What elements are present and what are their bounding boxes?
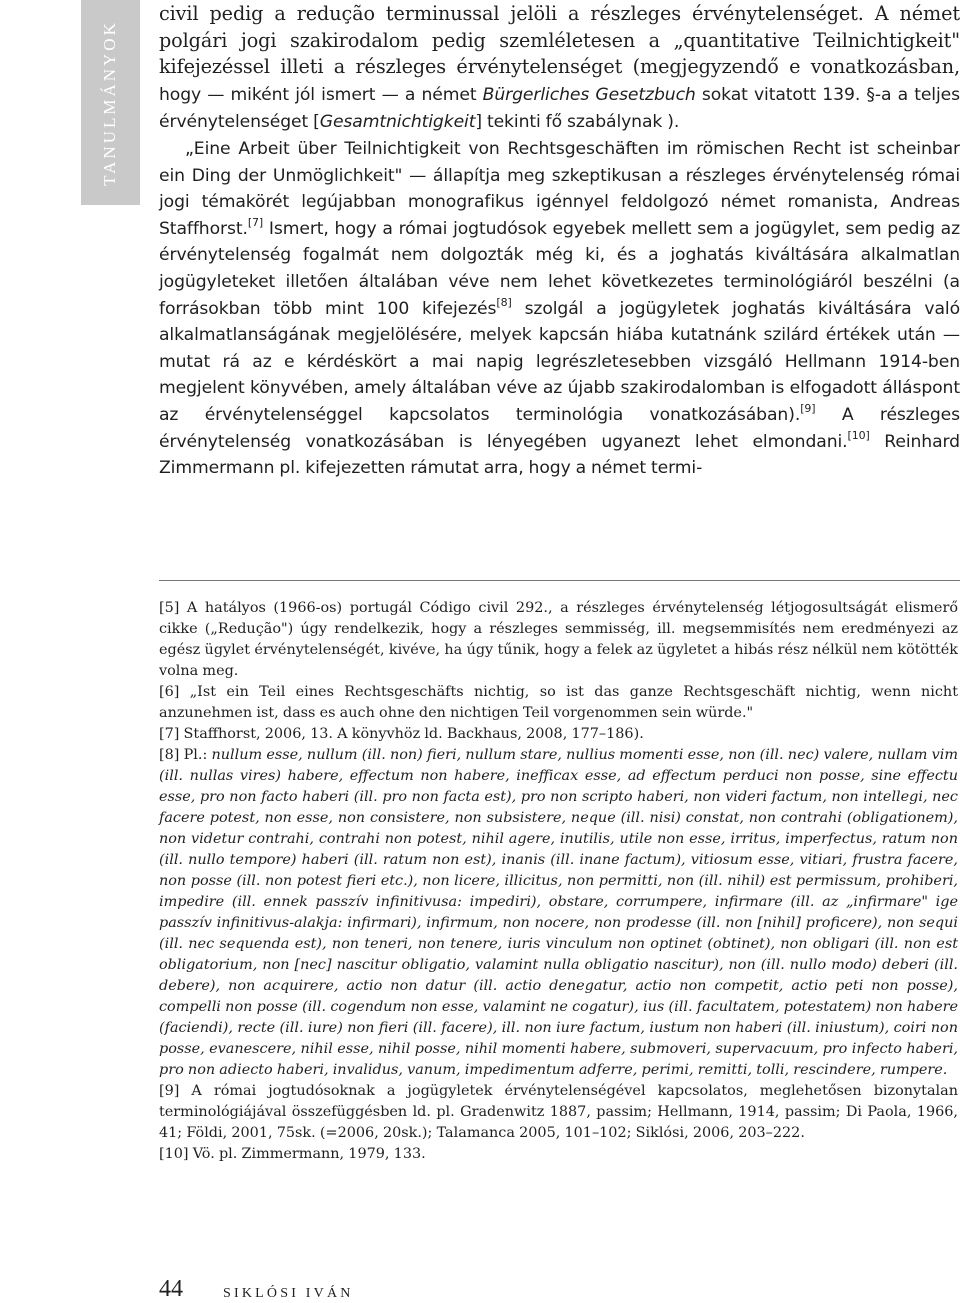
- paragraph-1: [159, 1, 960, 136]
- paragraph-2: [159, 136, 960, 482]
- footnote-8-latin-terms: nullum esse, nullum (ill. non) fieri, nullum stare, nullius momenti esse, non (ill. nec) valere, nullam vim (ill. nullas vires) habere, effectum non habere, inefficax esse, ad effectum perduci non posse, sine effectu esse, pro non facto haberi (ill. pro non facta est), pro non scripto haberi, non videri factum, non intellegi, nec facere potest, non esse, non consistere, non subsistere, neque (ill. nisi) constat, non contrahi (obligationem), non videtur contrahi, contrahi non potest, nihil agere, inutilis, utile non esse, irritus, imperfectus, ratum non (ill. nullo tempore) haberi (ill. ratum non est), inanis (ill. inane factum), vitiosum esse, vitiari, frustra facere, non posse (ill. non potest fieri etc.), non licere, illicitus, non permitti, non (ill. nihil) est permissum, prohiberi, impedire (ill. ennek passzív infinitivusa: impediri), obstare, corrumpere, infirmare (ill. az „infirmare" ige passzív infinitivus-alakja: infirmari), infirmum, non nocere, non prodesse (ill. non [nihil] proficere), non sequi (ill. nec sequenda est), non teneri, non tenere, iuris vinculum non optinet (obtinet), non obligari (ill. non est obligatorium, non [nec] nascitur obligatio, valamint nulla obligatio nascitur), non (ill. nullo modo) deberi (ill. debere), non acquirere, actio non datur (ill. actio denegatur, actio non competit, actio peti non posse), compelli non posse (ill. cogendum non esse, valamint ne cogatur), ius (ill. facultatem, potestatem) non habere (faciendi), recte (ill. iure) non fieri (ill. facere), ill. non iure factum, iustum non haberi (ill. iniustum), coiri non posse, evanescere, nihil esse, nihil posse, nihil momenti habere, submoveri, supervacuum, pro infecto haberi, pro non adiecto haberi, invalidus, vanum, impedimentum adferre, perimi, remitti, tolli, rescindere, rumpere.: [159, 747, 958, 1078]
- body-text: [159, 1, 960, 482]
- paragraph-2-text-c: szolgál a jogügyletek joghatás kiváltására való alkalmatlanságának megjelölésére, melyek kapcsán hiába kutatnánk szilárd értékek után — mutat rá az e kérdéskört a mai napig legrészletesebben vizsgáló Hellmann 1914-ben megjelent könyvében, amely általában véve az újabb szakirodalomban is elfogadott álláspont az érvénytelenséggel kapcsolatos terminológia vonatkozásában).: [159, 298, 960, 425]
- footnote-ref-9[interactable]: [9]: [800, 401, 816, 415]
- term-gesamtnichtigkeit: Gesamtnichtigkeit: [319, 112, 476, 133]
- paragraph-2-text-e: Reinhard Zimmermann pl. kifejezetten rámutat arra, hogy a német termi-: [159, 431, 960, 479]
- section-label: TANULMÁNYOK: [100, 20, 119, 186]
- term-bgb: Bürgerliches Gesetzbuch: [482, 84, 696, 105]
- paragraph-2-text-a: „Eine Arbeit über Teilnichtigkeit von Rechtsgeschäften im römischen Recht ist scheinbar ein Ding der Unmöglichkeit" — állapítja meg szkeptikusan a részleges érvénytelenség római jogi témakörét legújabban monografikus igénnyel feldolgozó német romanista, Andreas Staffhorst.: [159, 138, 960, 239]
- footnote-7: [7] Staffhorst, 2006, 13. A könyvhöz ld. Backhaus, 2008, 177–186).: [159, 726, 644, 742]
- footnote-ref-7[interactable]: [7]: [247, 215, 264, 229]
- footnote-8: [159, 745, 958, 1081]
- footnotes: [159, 598, 958, 1165]
- paragraph-2-text-b: Ismert, hogy a római jogtudósok egyebek mellett sem a jogügylet, sem pedig az érvénytelenség fogalmát nem dolgozták még ki, és a joghatás kiváltására alkalmatlan jogügyleteket illetően általában véve nem lehet következetes terminológiáról beszélni (a forrásokban több mint 100 kifejezés: [159, 218, 960, 319]
- footnote-8-lead: [8] Pl.:: [159, 747, 212, 763]
- paragraph-1-sans-part: [159, 85, 960, 133]
- footnote-ref-10[interactable]: [10]: [847, 428, 870, 442]
- footnote-divider: [159, 580, 960, 581]
- paragraph-1-text-b: sokat vitatott 139. §-a a teljes érvénytelenséget [: [159, 84, 960, 133]
- footnote-9: [9] A római jogtudósoknak a jogügyletek érvénytelenségével kapcsolatos, meglehetősen bizonytalan terminológiájával összefüggésben ld. pl. Gradenwitz 1887, passim; Hellmann, 1914, passim; Di Paola, 1966, 41; Földi, 2001, 75sk. (=2006, 20sk.); Talamanca 2005, 101–102; Siklósi, 2006, 203–222.: [159, 1083, 958, 1141]
- paragraph-1-text-a: hogy — miként jól ismert — a német: [159, 84, 483, 105]
- paragraph-2-text-d: A részleges érvénytelenség vonatkozásában is lényegében ugyanezt lehet elmondani.: [159, 404, 960, 452]
- paragraph-1-text-c: ] tekinti fő szabálynak ).: [475, 112, 680, 133]
- footnote-5: [5] A hatályos (1966-os) portugál Código civil 292., a részleges érvénytelenség létjogosultságát elismerő cikke („Redução") úgy rendelkezik, hogy a részleges semmisség, ill. megsemmisítés nem eredményezi az egész ügylet érvénytelenségét, kivéve, ha úgy tűnik, hogy a felek az ügyletet a hibás rész nélkül nem kötötték volna meg.: [159, 600, 958, 679]
- section-side-tab: [81, 0, 140, 205]
- page-number: 44: [159, 1276, 183, 1302]
- footnote-ref-8[interactable]: [8]: [496, 295, 512, 309]
- paragraph-1-serif-part: civil pedig a redução terminussal jelöli a részleges érvénytelenséget. A német polgári jogi szakirodalom pedig szemléletesen a „quantitative Teilnichtigkeit" kifejezéssel illeti a részleges érvénytelenséget (megjegyzendő e vonatkozásban,: [159, 2, 960, 79]
- footnote-6: [6] „Ist ein Teil eines Rechtsgeschäfts nichtig, so ist das ganze Rechtsgeschäft nichtig, wenn nicht anzunehmen ist, dass es auch ohne den nichtigen Teil vorgenommen sein würde.": [159, 684, 958, 721]
- footnote-10: [10] Vö. pl. Zimmermann, 1979, 133.: [159, 1146, 426, 1162]
- running-head-author: SIKLÓSI IVÁN: [223, 1286, 354, 1301]
